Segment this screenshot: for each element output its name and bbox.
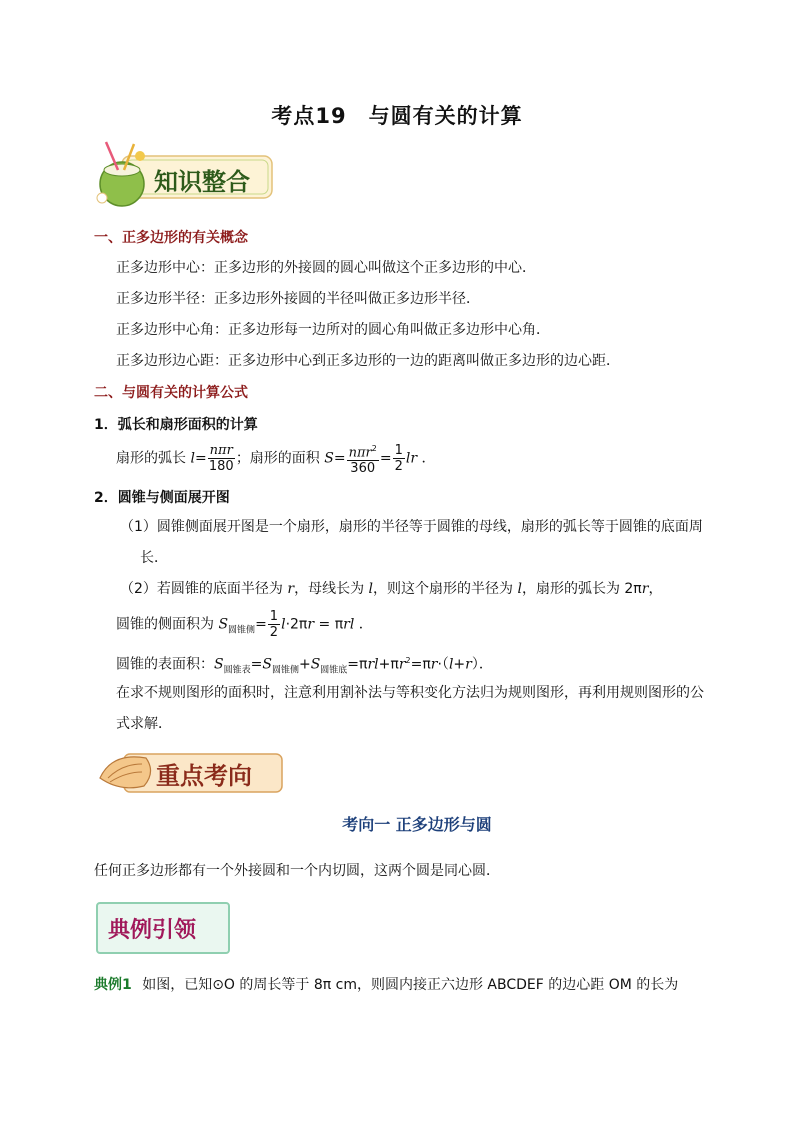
irregular-tip-end: 式求解． bbox=[116, 716, 172, 732]
examples-title: 典例引领 bbox=[108, 917, 197, 943]
example-text: 如图，已知⊙O 的周长等于 8π cm，则圆内接正六边形 ABCDEF 的边心距 OM 的长为 bbox=[142, 977, 679, 993]
arc-label: 扇形的弧长 bbox=[116, 450, 186, 467]
half-fraction: $\frac{1}{2}$ bbox=[394, 443, 403, 475]
section1-heading: 一、正多边形的有关概念 bbox=[94, 230, 248, 246]
direction-text: 任何正多边形都有一个外接圆和一个内切圆，这两个圆是同心圆． bbox=[94, 863, 500, 879]
arc-area-formula: 扇形的弧长 l= $\frac{\text{nπr}}{180}$ ；扇形的面积 S= $\frac{n\pi r^2}{360}$ = $\frac{1}{2}$ lr ． bbox=[116, 441, 435, 476]
key-points-title: 重点考向 bbox=[156, 761, 252, 790]
lateral-area-formula: 圆锥的侧面积为 $S_{圆锥侧}=$ $\frac{1}{2}$ l·2πr = πrl ． bbox=[116, 609, 373, 640]
subheading-cone: 2．圆锥与侧面展开图 bbox=[94, 490, 230, 506]
lateral-fraction: $\frac{1}{2}$ bbox=[269, 609, 279, 640]
knowledge-banner-title: 知识整合 bbox=[154, 167, 250, 196]
direction-title: 考向一 正多边形与圆 bbox=[342, 815, 492, 834]
page-title: 考点19 与圆有关的计算 bbox=[271, 104, 523, 128]
example-1 bbox=[94, 975, 678, 995]
concept-line: 正多边形中心：正多边形的外接圆的圆心叫做这个正多边形的中心． bbox=[116, 260, 536, 276]
examples-banner bbox=[96, 902, 230, 954]
cone-paragraph-2: （2）若圆锥的底面半径为 r，母线长为 l，则这个扇形的半径为 l，扇形的弧长为 2πr， bbox=[120, 581, 663, 597]
concept-line: 正多边形半径：正多边形外接圆的半径叫做正多边形半径． bbox=[116, 291, 480, 307]
knowledge-banner bbox=[92, 140, 278, 208]
concept-line: 正多边形中心角：正多边形每一边所对的圆心角叫做正多边形中心角． bbox=[116, 322, 550, 338]
irregular-tip: 在求不规则图形的面积时，注意利用割补法与等积变化方法归为规则图形，再利用规则图形的公 bbox=[116, 685, 704, 701]
concept-line: 正多边形边心距：正多边形中心到正多边形的一边的距离叫做正多边形的边心距． bbox=[116, 353, 620, 369]
example-label: 典例1 bbox=[94, 977, 132, 993]
subheading-arc-area: 1．弧长和扇形面积的计算 bbox=[94, 417, 258, 433]
arc-fraction: $\frac{\text{nπr}}{180}$ bbox=[208, 443, 234, 475]
cone-paragraph-1: （1）圆锥侧面展开图是一个扇形，扇形的半径等于圆锥的母线，扇形的弧长等于圆锥的底面周 bbox=[120, 519, 703, 535]
key-points-banner bbox=[96, 748, 286, 796]
cone-paragraph-1-end: 长． bbox=[140, 550, 168, 566]
section2-heading: 二、与圆有关的计算公式 bbox=[94, 385, 248, 401]
area-separator: ；扇形的面积 bbox=[235, 450, 320, 467]
area-fraction: $\frac{n\pi r^2}{360}$ bbox=[347, 441, 379, 476]
surface-area-formula: 圆锥的表面积：$S_{圆锥表}=S_{圆锥侧}+S_{圆锥底}=\pi rl+\pi r^2=\pi r\cdot(l+r)$． bbox=[116, 656, 493, 676]
